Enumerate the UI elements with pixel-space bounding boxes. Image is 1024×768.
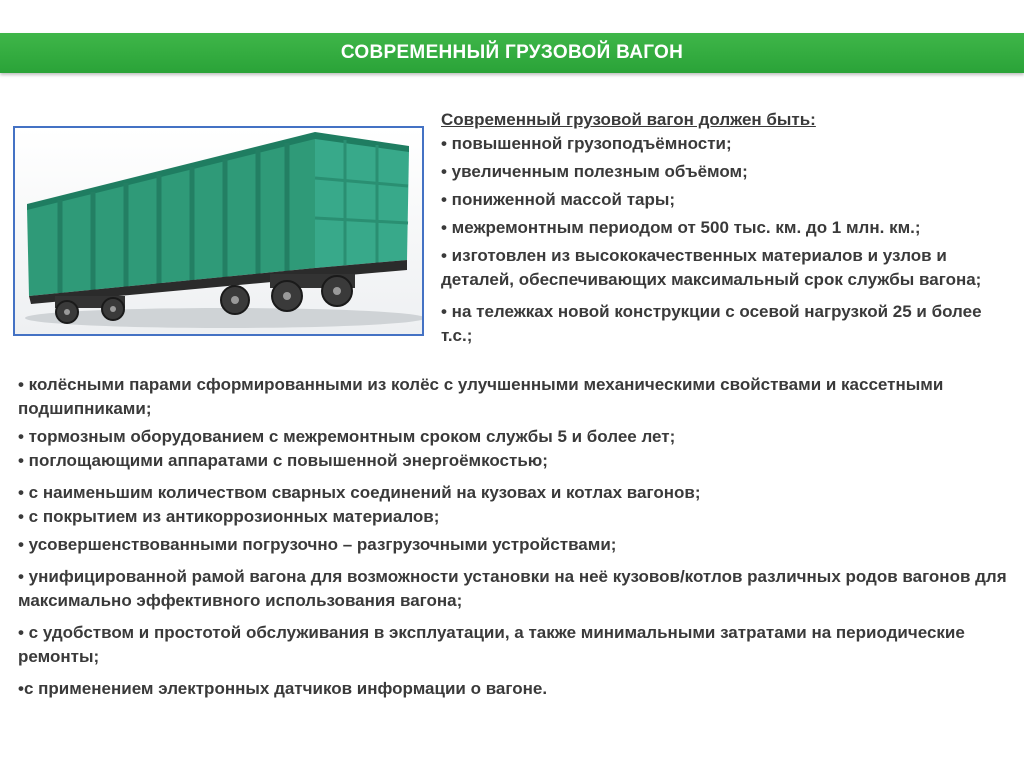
requirements-full-column — [18, 373, 1008, 701]
list-item: • с удобством и простотой обслуживания в эксплуатации, а также минимальными затратами на периодические ремонты; — [18, 623, 965, 666]
wagon-illustration — [15, 128, 422, 334]
requirements-right-column — [441, 108, 1011, 348]
wagon-photo — [13, 126, 424, 336]
list-item: • увеличенным полезным объёмом; — [441, 162, 748, 181]
list-item: • унифицированной рамой вагона для возможности установки на неё кузовов/котлов различных родов вагонов для максимально эффективного использования вагона; — [18, 567, 1007, 610]
page-title: СОВРЕМЕННЫЙ ГРУЗОВОЙ ВАГОН — [340, 42, 684, 63]
list-item: • с покрытием из антикоррозионных материалов; — [18, 507, 440, 526]
list-item: • с наименьшим количеством сварных соединений на кузовах и котлах вагонов; — [18, 483, 701, 502]
list-item: • на тележках новой конструкции с осевой нагрузкой 25 и более т.с.; — [441, 302, 982, 345]
list-item: • колёсными парами сформированными из колёс с улучшенными механическими свойствами и кассетными подшипниками; — [18, 375, 944, 418]
list-item: • тормозным оборудованием с межремонтным сроком службы 5 и более лет; — [18, 427, 676, 446]
list-item: • изготовлен из высококачественных материалов и узлов и деталей, обеспечивающих максимальный срок службы вагона; — [441, 246, 982, 289]
list-item: •с применением электронных датчиков информации о вагоне. — [18, 679, 548, 698]
list-item: • пониженной массой тары; — [441, 190, 676, 209]
list-item: • повышенной грузоподъёмности; — [441, 134, 732, 153]
title-banner — [0, 33, 1024, 73]
list-item: • усовершенствованными погрузочно – разгрузочными устройствами; — [18, 535, 617, 554]
list-item: • поглощающими аппаратами с повышенной энергоёмкостью; — [18, 451, 548, 470]
intro-heading: Современный грузовой вагон должен быть: — [441, 110, 816, 129]
list-item: • межремонтным периодом от 500 тыс. км. до 1 млн. км.; — [441, 218, 921, 237]
